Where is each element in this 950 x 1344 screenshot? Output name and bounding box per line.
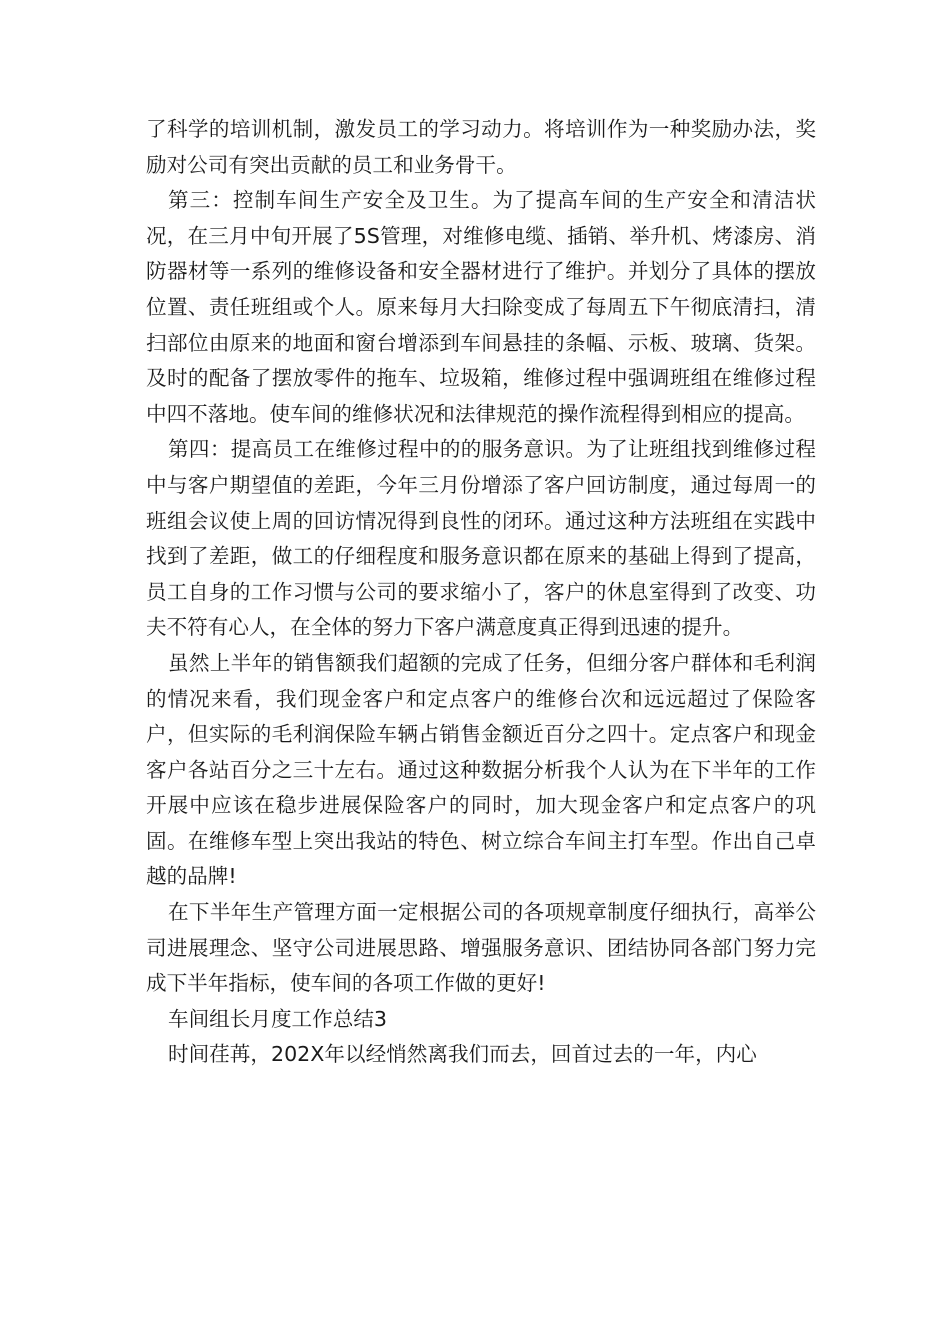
paragraph-second-half-plan: 在下半年生产管理方面一定根据公司的各项规章制度仔细执行，高举公司进展理念、坚守公司进展思路、增强服务意识、团结协同各部门努力完成下半年指标，使车间的各项工作做的更好!	[146, 900, 816, 996]
paragraph-sales-analysis: 虽然上半年的销售额我们超额的完成了任务，但细分客户群体和毛利润的情况来看，我们现金客户和定点客户的维修台次和远远超过了保险客户，但实际的毛利润保险车辆占销售金额近百分之四十。定点客户和现金客户各站百分之三十左右。通过这种数据分析我个人认为在下半年的工作开展中应该在稳步进展保险客户的同时，加大现金客户和定点客户的巩固。在维修车型上突出我站的特色、树立综合车间主打车型。作出自己卓越的品牌!	[146, 650, 816, 889]
paragraph-service-awareness: 第四：提高员工在维修过程中的的服务意识。为了让班组找到维修过程中与客户期望值的差距，今年三月份增添了客户回访制度，通过每周一的班组会议使上周的回访情况得到良性的闭环。通过这种方法班组在实践中找到了差距，做工的仔细程度和服务意识都在原来的基础上得到了提高，员工自身的工作习惯与公司的要求缩小了，客户的休息室得到了改变、功夫不符有心人，在全体的努力下客户满意度真正得到迅速的提升。	[146, 437, 816, 640]
document-body	[146, 112, 816, 1073]
paragraph-training: 了科学的培训机制，激发员工的学习动力。将培训作为一种奖励办法，奖励对公司有突出贡献的员工和业务骨干。	[146, 117, 816, 177]
section-heading: 车间组长月度工作总结3	[168, 1006, 388, 1031]
paragraph-opening: 时间荏苒，202X年以经悄然离我们而去，回首过去的一年，内心	[168, 1042, 757, 1067]
paragraph-safety-hygiene: 第三：控制车间生产安全及卫生。为了提高车间的生产安全和清洁状况，在三月中旬开展了5S管理，对维修电缆、插销、举升机、烤漆房、消防器材等一系列的维修设备和安全器材进行了维护。并划分了具体的摆放位置、责任班组或个人。原来每月大扫除变成了每周五下午彻底清扫，清扫部位由原来的地面和窗台增添到车间悬挂的条幅、示板、玻璃、货架。及时的配备了摆放零件的拖车、垃圾箱，维修过程中强调班组在维修过程中四不落地。使车间的维修状况和法律规范的操作流程得到相应的提高。	[146, 188, 816, 426]
